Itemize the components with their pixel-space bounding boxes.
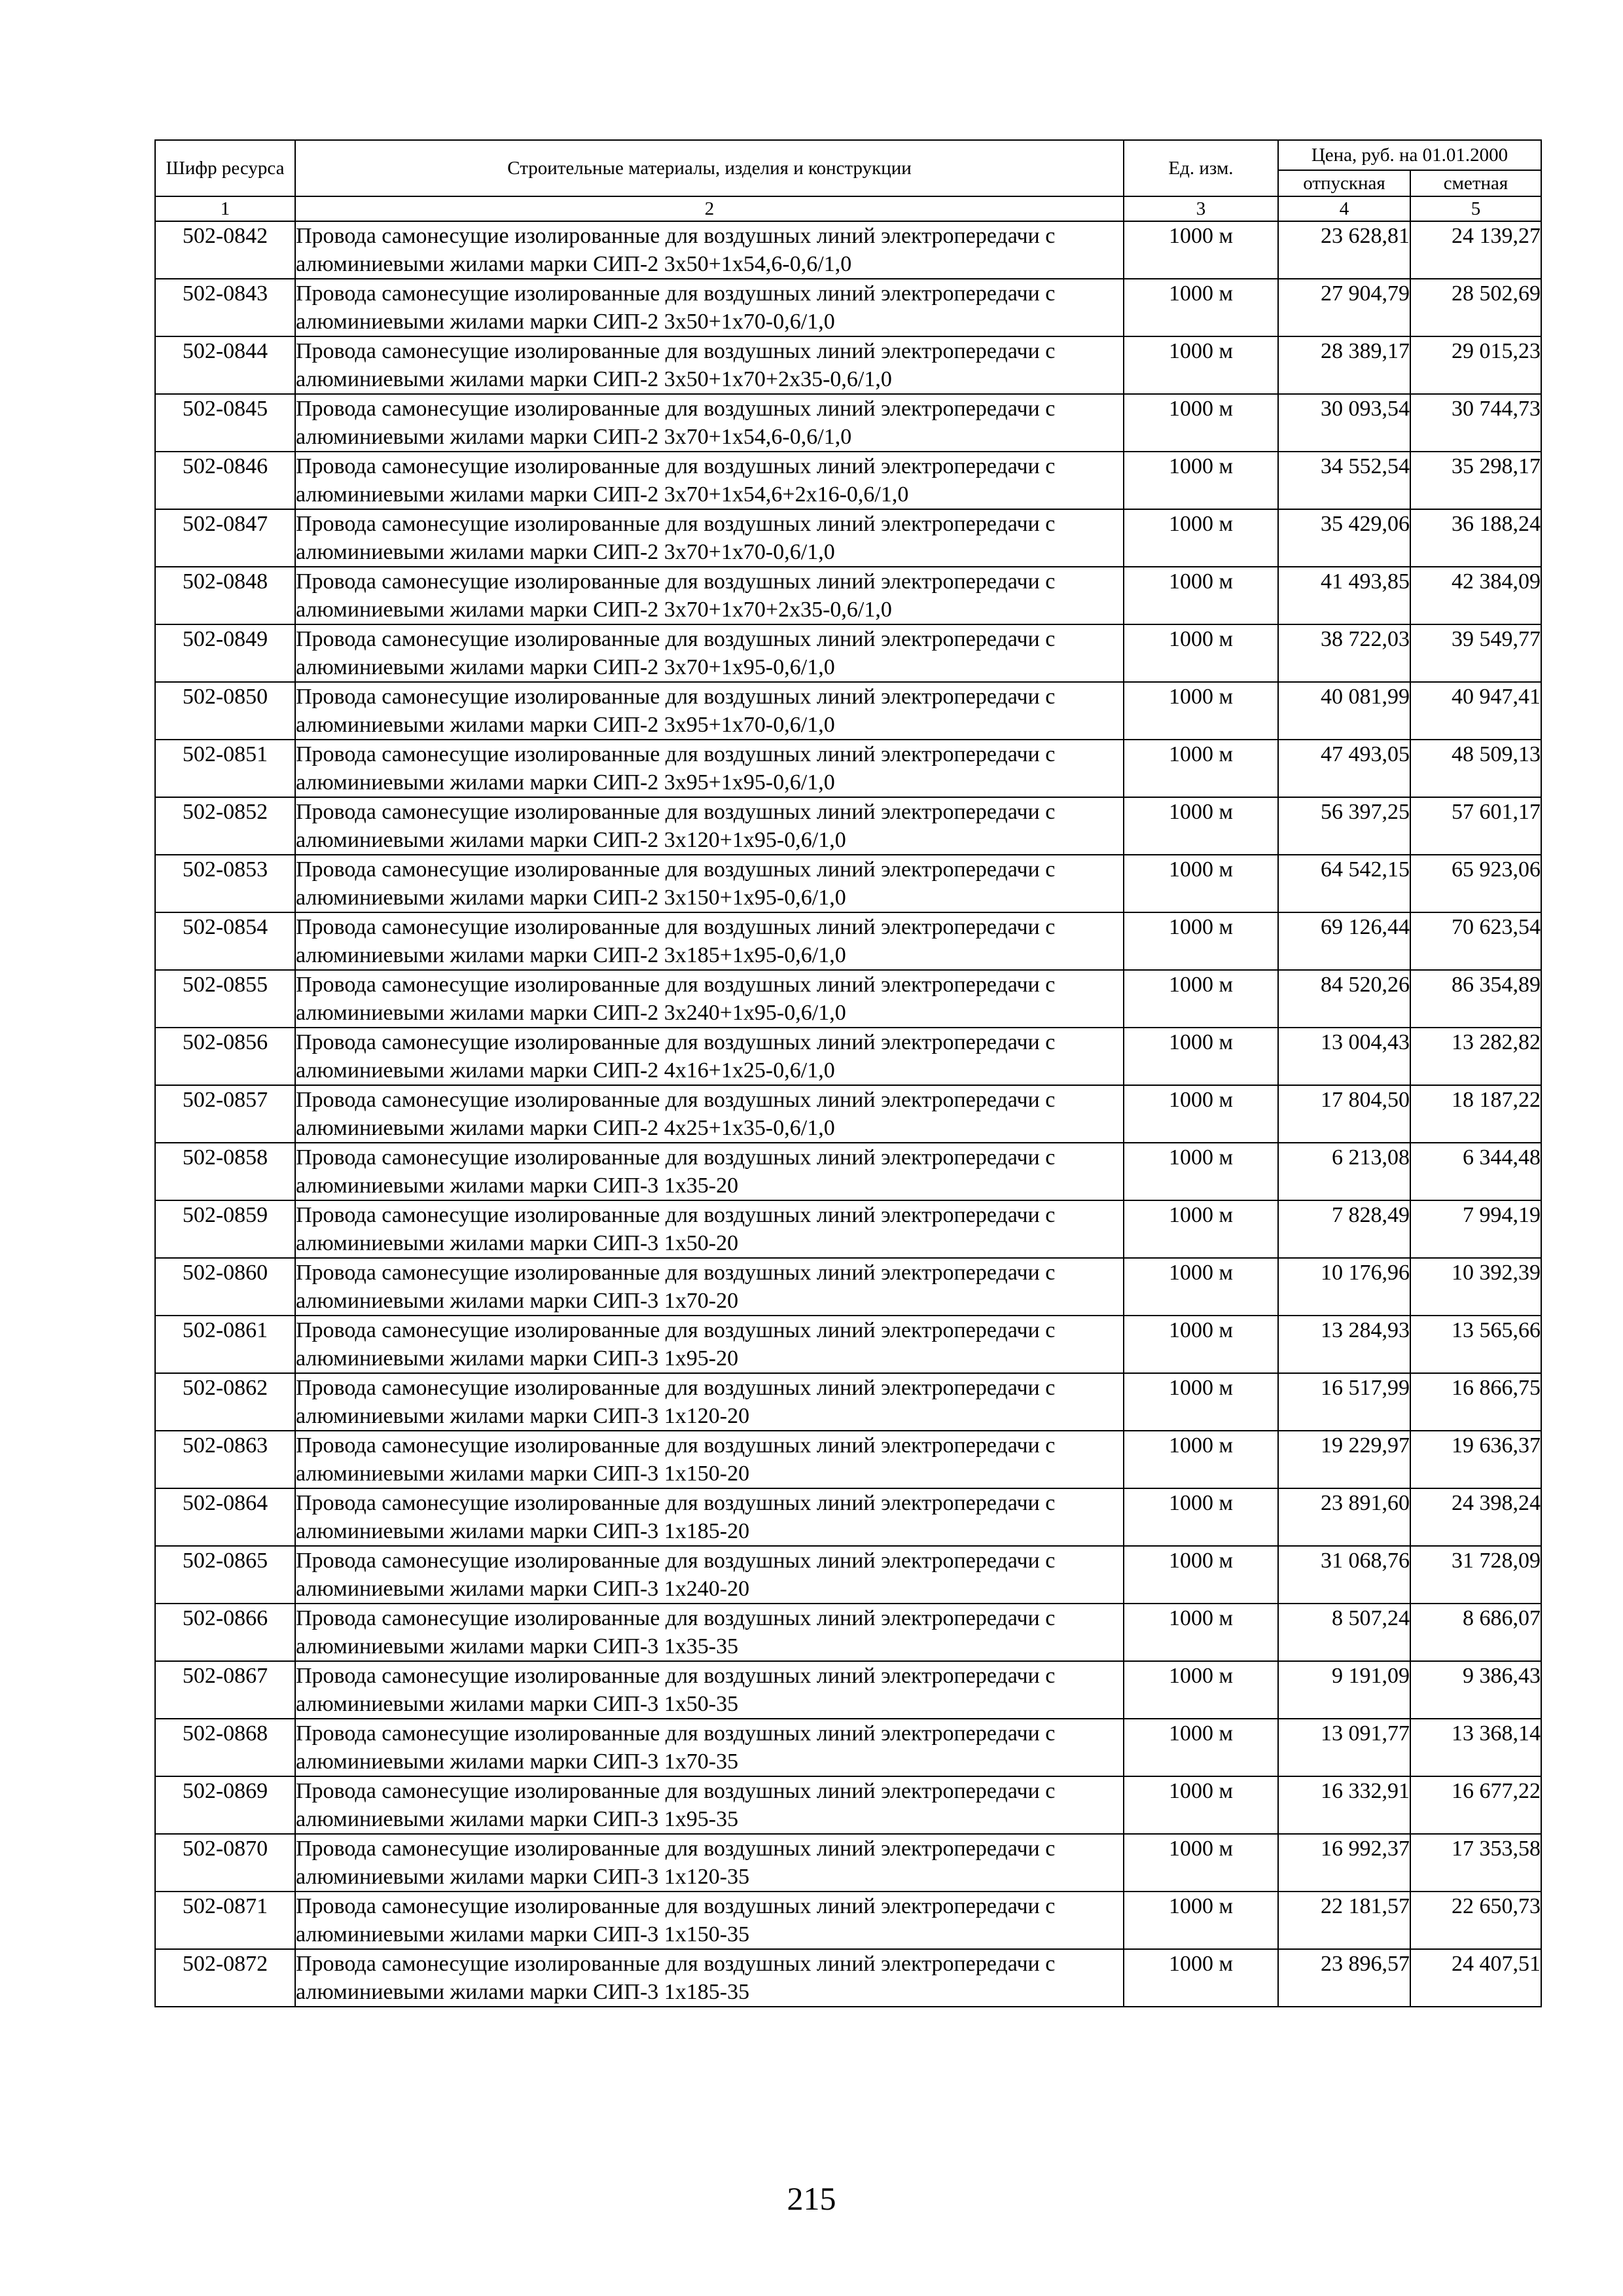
estimate-price-cell: 31 728,09	[1410, 1546, 1541, 1604]
column-number: 3	[1124, 196, 1278, 221]
unit-cell: 1000 м	[1124, 1661, 1278, 1719]
unit-cell: 1000 м	[1124, 1892, 1278, 1949]
wholesale-price-cell: 16 332,91	[1278, 1776, 1410, 1834]
resource-code-cell: 502-0856	[155, 1028, 295, 1085]
header-wholesale: отпускная	[1278, 170, 1410, 196]
wholesale-price-cell: 22 181,57	[1278, 1892, 1410, 1949]
table-row	[155, 970, 1541, 1028]
description-cell: Провода самонесущие изолированные для воздушных линий электропередачи с алюминиевыми жилами марки СИП-3 1х120-35	[295, 1834, 1124, 1892]
wholesale-price-cell: 31 068,76	[1278, 1546, 1410, 1604]
unit-cell: 1000 м	[1124, 221, 1278, 279]
resource-code-cell: 502-0865	[155, 1546, 295, 1604]
unit-cell: 1000 м	[1124, 452, 1278, 509]
unit-cell: 1000 м	[1124, 740, 1278, 797]
wholesale-price-cell: 47 493,05	[1278, 740, 1410, 797]
wholesale-price-cell: 23 628,81	[1278, 221, 1410, 279]
table-row	[155, 1892, 1541, 1949]
estimate-price-cell: 29 015,23	[1410, 336, 1541, 394]
unit-cell: 1000 м	[1124, 1431, 1278, 1488]
estimate-price-cell: 9 386,43	[1410, 1661, 1541, 1719]
resource-code-cell: 502-0852	[155, 797, 295, 855]
table-row	[155, 1834, 1541, 1892]
estimate-price-cell: 8 686,07	[1410, 1604, 1541, 1661]
description-cell: Провода самонесущие изолированные для воздушных линий электропередачи с алюминиевыми жилами марки СИП-3 1х70-20	[295, 1258, 1124, 1316]
estimate-price-cell: 36 188,24	[1410, 509, 1541, 567]
description-cell: Провода самонесущие изолированные для воздушных линий электропередачи с алюминиевыми жилами марки СИП-3 1х35-35	[295, 1604, 1124, 1661]
estimate-price-cell: 16 866,75	[1410, 1373, 1541, 1431]
wholesale-price-cell: 34 552,54	[1278, 452, 1410, 509]
unit-cell: 1000 м	[1124, 567, 1278, 624]
description-cell: Провода самонесущие изолированные для воздушных линий электропередачи с алюминиевыми жилами марки СИП-2 3х185+1х95-0,6/1,0	[295, 912, 1124, 970]
wholesale-price-cell: 69 126,44	[1278, 912, 1410, 970]
unit-cell: 1000 м	[1124, 1604, 1278, 1661]
wholesale-price-cell: 40 081,99	[1278, 682, 1410, 740]
estimate-price-cell: 40 947,41	[1410, 682, 1541, 740]
table-row	[155, 682, 1541, 740]
estimate-price-cell: 42 384,09	[1410, 567, 1541, 624]
description-cell: Провода самонесущие изолированные для воздушных линий электропередачи с алюминиевыми жилами марки СИП-2 3х50+1х70+2х35-0,6/1,0	[295, 336, 1124, 394]
wholesale-price-cell: 16 517,99	[1278, 1373, 1410, 1431]
estimate-price-cell: 16 677,22	[1410, 1776, 1541, 1834]
estimate-price-cell: 24 407,51	[1410, 1949, 1541, 2007]
header-price: Цена, руб. на 01.01.2000	[1278, 140, 1541, 170]
description-cell: Провода самонесущие изолированные для воздушных линий электропередачи с алюминиевыми жилами марки СИП-2 3х70+1х70+2х35-0,6/1,0	[295, 567, 1124, 624]
estimate-price-cell: 22 650,73	[1410, 1892, 1541, 1949]
wholesale-price-cell: 6 213,08	[1278, 1143, 1410, 1200]
description-cell: Провода самонесущие изолированные для воздушных линий электропередачи с алюминиевыми жилами марки СИП-3 1х185-20	[295, 1488, 1124, 1546]
table-row	[155, 912, 1541, 970]
resource-code-cell: 502-0843	[155, 279, 295, 336]
description-cell: Провода самонесущие изолированные для воздушных линий электропередачи с алюминиевыми жилами марки СИП-3 1х240-20	[295, 1546, 1124, 1604]
resource-code-cell: 502-0850	[155, 682, 295, 740]
header-code: Шифр ресурса	[155, 140, 295, 196]
table-row	[155, 1258, 1541, 1316]
description-cell: Провода самонесущие изолированные для воздушных линий электропередачи с алюминиевыми жилами марки СИП-2 3х50+1х54,6-0,6/1,0	[295, 221, 1124, 279]
estimate-price-cell: 6 344,48	[1410, 1143, 1541, 1200]
resource-code-cell: 502-0847	[155, 509, 295, 567]
table-row	[155, 1085, 1541, 1143]
table-row	[155, 1776, 1541, 1834]
wholesale-price-cell: 38 722,03	[1278, 624, 1410, 682]
estimate-price-cell: 86 354,89	[1410, 970, 1541, 1028]
estimate-price-cell: 30 744,73	[1410, 394, 1541, 452]
table-row	[155, 1661, 1541, 1719]
description-cell: Провода самонесущие изолированные для воздушных линий электропередачи с алюминиевыми жилами марки СИП-3 1х150-20	[295, 1431, 1124, 1488]
unit-cell: 1000 м	[1124, 797, 1278, 855]
resource-code-cell: 502-0851	[155, 740, 295, 797]
table-row	[155, 624, 1541, 682]
wholesale-price-cell: 13 004,43	[1278, 1028, 1410, 1085]
wholesale-price-cell: 17 804,50	[1278, 1085, 1410, 1143]
description-cell: Провода самонесущие изолированные для воздушных линий электропередачи с алюминиевыми жилами марки СИП-3 1х95-35	[295, 1776, 1124, 1834]
estimate-price-cell: 13 565,66	[1410, 1316, 1541, 1373]
estimate-price-cell: 70 623,54	[1410, 912, 1541, 970]
table-row	[155, 1604, 1541, 1661]
table-row	[155, 1546, 1541, 1604]
resource-code-cell: 502-0848	[155, 567, 295, 624]
unit-cell: 1000 м	[1124, 1316, 1278, 1373]
estimate-price-cell: 24 398,24	[1410, 1488, 1541, 1546]
wholesale-price-cell: 56 397,25	[1278, 797, 1410, 855]
resource-code-cell: 502-0862	[155, 1373, 295, 1431]
page-number: 215	[787, 2180, 836, 2217]
description-cell: Провода самонесущие изолированные для воздушных линий электропередачи с алюминиевыми жилами марки СИП-3 1х35-20	[295, 1143, 1124, 1200]
description-cell: Провода самонесущие изолированные для воздушных линий электропередачи с алюминиевыми жилами марки СИП-3 1х70-35	[295, 1719, 1124, 1776]
header-unit: Ед. изм.	[1124, 140, 1278, 196]
table-row	[155, 1719, 1541, 1776]
resource-code-cell: 502-0854	[155, 912, 295, 970]
resource-code-cell: 502-0866	[155, 1604, 295, 1661]
estimate-price-cell: 28 502,69	[1410, 279, 1541, 336]
table-body	[155, 221, 1541, 2007]
resource-code-cell: 502-0860	[155, 1258, 295, 1316]
description-cell: Провода самонесущие изолированные для воздушных линий электропередачи с алюминиевыми жилами марки СИП-3 1х50-35	[295, 1661, 1124, 1719]
estimate-price-cell: 48 509,13	[1410, 740, 1541, 797]
column-number: 4	[1278, 196, 1410, 221]
table-row	[155, 394, 1541, 452]
estimate-price-cell: 18 187,22	[1410, 1085, 1541, 1143]
table-row	[155, 452, 1541, 509]
resource-code-cell: 502-0872	[155, 1949, 295, 2007]
table-row	[155, 1200, 1541, 1258]
estimate-price-cell: 24 139,27	[1410, 221, 1541, 279]
resource-code-cell: 502-0867	[155, 1661, 295, 1719]
wholesale-price-cell: 30 093,54	[1278, 394, 1410, 452]
table-row	[155, 1028, 1541, 1085]
wholesale-price-cell: 23 896,57	[1278, 1949, 1410, 2007]
unit-cell: 1000 м	[1124, 1488, 1278, 1546]
description-cell: Провода самонесущие изолированные для воздушных линий электропередачи с алюминиевыми жилами марки СИП-2 4х25+1х35-0,6/1,0	[295, 1085, 1124, 1143]
estimate-price-cell: 13 368,14	[1410, 1719, 1541, 1776]
wholesale-price-cell: 7 828,49	[1278, 1200, 1410, 1258]
wholesale-price-cell: 10 176,96	[1278, 1258, 1410, 1316]
table-row	[155, 797, 1541, 855]
description-cell: Провода самонесущие изолированные для воздушных линий электропередачи с алюминиевыми жилами марки СИП-2 3х70+1х54,6+2х16-0,6/1,0	[295, 452, 1124, 509]
table-row	[155, 1949, 1541, 2007]
table-row	[155, 221, 1541, 279]
column-number: 5	[1410, 196, 1541, 221]
resource-code-cell: 502-0863	[155, 1431, 295, 1488]
unit-cell: 1000 м	[1124, 1546, 1278, 1604]
wholesale-price-cell: 23 891,60	[1278, 1488, 1410, 1546]
wholesale-price-cell: 27 904,79	[1278, 279, 1410, 336]
unit-cell: 1000 м	[1124, 279, 1278, 336]
resource-code-cell: 502-0864	[155, 1488, 295, 1546]
resource-code-cell: 502-0857	[155, 1085, 295, 1143]
unit-cell: 1000 м	[1124, 1373, 1278, 1431]
estimate-price-cell: 65 923,06	[1410, 855, 1541, 912]
resource-code-cell: 502-0849	[155, 624, 295, 682]
unit-cell: 1000 м	[1124, 1085, 1278, 1143]
resource-code-cell: 502-0842	[155, 221, 295, 279]
wholesale-price-cell: 35 429,06	[1278, 509, 1410, 567]
description-cell: Провода самонесущие изолированные для воздушных линий электропередачи с алюминиевыми жилами марки СИП-2 3х95+1х95-0,6/1,0	[295, 740, 1124, 797]
unit-cell: 1000 м	[1124, 1028, 1278, 1085]
resource-code-cell: 502-0859	[155, 1200, 295, 1258]
resource-code-cell: 502-0869	[155, 1776, 295, 1834]
unit-cell: 1000 м	[1124, 855, 1278, 912]
table-row	[155, 336, 1541, 394]
unit-cell: 1000 м	[1124, 1949, 1278, 2007]
unit-cell: 1000 м	[1124, 912, 1278, 970]
unit-cell: 1000 м	[1124, 1719, 1278, 1776]
wholesale-price-cell: 8 507,24	[1278, 1604, 1410, 1661]
description-cell: Провода самонесущие изолированные для воздушных линий электропередачи с алюминиевыми жилами марки СИП-2 3х95+1х70-0,6/1,0	[295, 682, 1124, 740]
estimate-price-cell: 35 298,17	[1410, 452, 1541, 509]
description-cell: Провода самонесущие изолированные для воздушных линий электропередачи с алюминиевыми жилами марки СИП-2 3х70+1х54,6-0,6/1,0	[295, 394, 1124, 452]
wholesale-price-cell: 64 542,15	[1278, 855, 1410, 912]
unit-cell: 1000 м	[1124, 1200, 1278, 1258]
description-cell: Провода самонесущие изолированные для воздушных линий электропередачи с алюминиевыми жилами марки СИП-2 4х16+1х25-0,6/1,0	[295, 1028, 1124, 1085]
description-cell: Провода самонесущие изолированные для воздушных линий электропередачи с алюминиевыми жилами марки СИП-2 3х150+1х95-0,6/1,0	[295, 855, 1124, 912]
wholesale-price-cell: 13 284,93	[1278, 1316, 1410, 1373]
unit-cell: 1000 м	[1124, 509, 1278, 567]
table-row	[155, 567, 1541, 624]
resource-code-cell: 502-0844	[155, 336, 295, 394]
table-row	[155, 740, 1541, 797]
unit-cell: 1000 м	[1124, 1834, 1278, 1892]
unit-cell: 1000 м	[1124, 1258, 1278, 1316]
wholesale-price-cell: 16 992,37	[1278, 1834, 1410, 1892]
description-cell: Провода самонесущие изолированные для воздушных линий электропередачи с алюминиевыми жилами марки СИП-2 3х120+1х95-0,6/1,0	[295, 797, 1124, 855]
table-row	[155, 279, 1541, 336]
description-cell: Провода самонесущие изолированные для воздушных линий электропередачи с алюминиевыми жилами марки СИП-2 3х70+1х70-0,6/1,0	[295, 509, 1124, 567]
unit-cell: 1000 м	[1124, 682, 1278, 740]
resource-code-cell: 502-0858	[155, 1143, 295, 1200]
resource-code-cell: 502-0845	[155, 394, 295, 452]
header-estimate: сметная	[1410, 170, 1541, 196]
estimate-price-cell: 57 601,17	[1410, 797, 1541, 855]
table-row	[155, 855, 1541, 912]
header-materials: Строительные материалы, изделия и конструкции	[295, 140, 1124, 196]
resource-code-cell: 502-0846	[155, 452, 295, 509]
unit-cell: 1000 м	[1124, 394, 1278, 452]
unit-cell: 1000 м	[1124, 336, 1278, 394]
estimate-price-cell: 39 549,77	[1410, 624, 1541, 682]
resource-code-cell: 502-0853	[155, 855, 295, 912]
description-cell: Провода самонесущие изолированные для воздушных линий электропередачи с алюминиевыми жилами марки СИП-3 1х150-35	[295, 1892, 1124, 1949]
description-cell: Провода самонесущие изолированные для воздушных линий электропередачи с алюминиевыми жилами марки СИП-3 1х120-20	[295, 1373, 1124, 1431]
estimate-price-cell: 13 282,82	[1410, 1028, 1541, 1085]
table-row	[155, 509, 1541, 567]
column-number: 2	[295, 196, 1124, 221]
wholesale-price-cell: 41 493,85	[1278, 567, 1410, 624]
wholesale-price-cell: 9 191,09	[1278, 1661, 1410, 1719]
description-cell: Провода самонесущие изолированные для воздушных линий электропередачи с алюминиевыми жилами марки СИП-3 1х185-35	[295, 1949, 1124, 2007]
table-row	[155, 1431, 1541, 1488]
table-row	[155, 1143, 1541, 1200]
description-cell: Провода самонесущие изолированные для воздушных линий электропередачи с алюминиевыми жилами марки СИП-2 3х70+1х95-0,6/1,0	[295, 624, 1124, 682]
description-cell: Провода самонесущие изолированные для воздушных линий электропередачи с алюминиевыми жилами марки СИП-2 3х50+1х70-0,6/1,0	[295, 279, 1124, 336]
estimate-price-cell: 17 353,58	[1410, 1834, 1541, 1892]
unit-cell: 1000 м	[1124, 1143, 1278, 1200]
estimate-price-cell: 7 994,19	[1410, 1200, 1541, 1258]
unit-cell: 1000 м	[1124, 970, 1278, 1028]
description-cell: Провода самонесущие изолированные для воздушных линий электропередачи с алюминиевыми жилами марки СИП-2 3х240+1х95-0,6/1,0	[295, 970, 1124, 1028]
resource-code-cell: 502-0870	[155, 1834, 295, 1892]
resource-code-cell: 502-0861	[155, 1316, 295, 1373]
estimate-price-cell: 19 636,37	[1410, 1431, 1541, 1488]
wholesale-price-cell: 19 229,97	[1278, 1431, 1410, 1488]
table-row	[155, 1316, 1541, 1373]
description-cell: Провода самонесущие изолированные для воздушных линий электропередачи с алюминиевыми жилами марки СИП-3 1х95-20	[295, 1316, 1124, 1373]
table-row	[155, 1488, 1541, 1546]
description-cell: Провода самонесущие изолированные для воздушных линий электропередачи с алюминиевыми жилами марки СИП-3 1х50-20	[295, 1200, 1124, 1258]
unit-cell: 1000 м	[1124, 1776, 1278, 1834]
resource-code-cell: 502-0871	[155, 1892, 295, 1949]
column-number: 1	[155, 196, 295, 221]
table-row	[155, 1373, 1541, 1431]
wholesale-price-cell: 84 520,26	[1278, 970, 1410, 1028]
wholesale-price-cell: 28 389,17	[1278, 336, 1410, 394]
unit-cell: 1000 м	[1124, 624, 1278, 682]
wholesale-price-cell: 13 091,77	[1278, 1719, 1410, 1776]
resource-code-cell: 502-0855	[155, 970, 295, 1028]
resource-code-cell: 502-0868	[155, 1719, 295, 1776]
estimate-price-cell: 10 392,39	[1410, 1258, 1541, 1316]
price-table	[154, 139, 1542, 2007]
